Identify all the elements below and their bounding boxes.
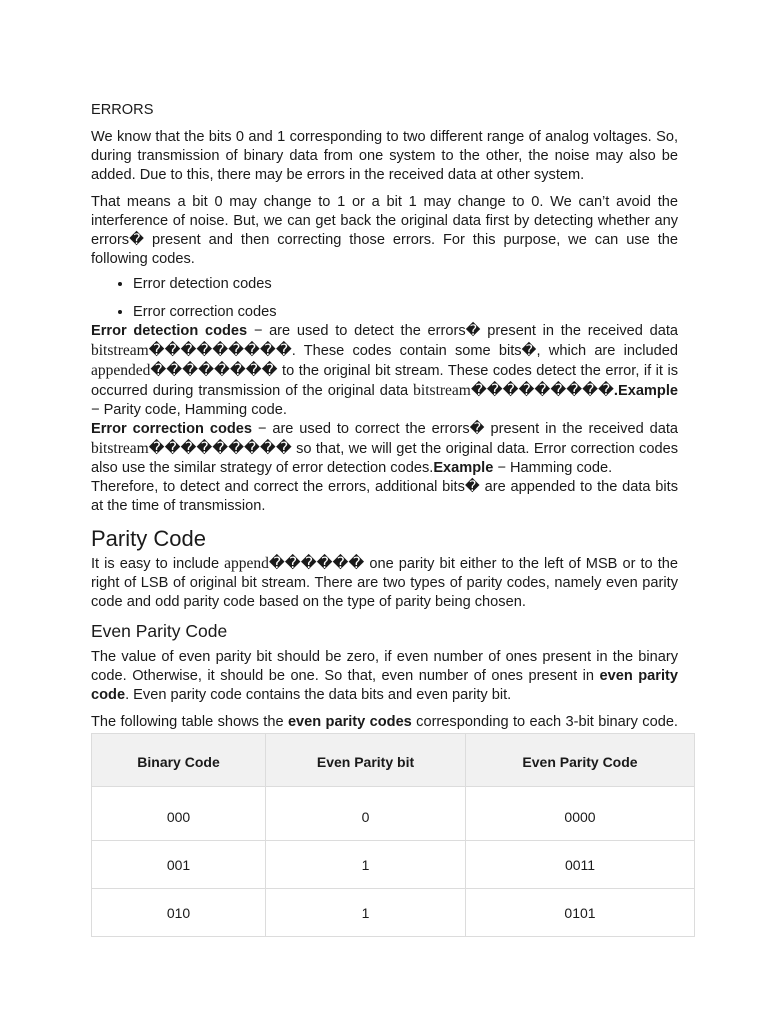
term-correction: Error correction codes	[91, 421, 253, 437]
list-item: • Error detection codes	[133, 275, 678, 294]
text-span: corresponding to each 3-bit binary code.	[416, 714, 678, 730]
header-even-parity-bit: Even Parity bit	[266, 734, 466, 787]
paragraph-therefore: Therefore, to detect and correct the errors, additional bits� are appended to the data bits at the time of transmission.	[91, 479, 678, 514]
serif-span: bitstream���������	[91, 440, 292, 457]
example-label: Example	[433, 460, 494, 476]
example-text: − Parity code, Hamming code.	[91, 402, 287, 418]
text-span: one parity bit either to the left of MSB or to the right of LSB of original bit stream. There are two types of parity codes, namely even parity code and odd parity code based on the type of parity being chosen.	[91, 556, 678, 610]
table-cell: 0	[266, 787, 466, 841]
heading-parity-code: Parity Code	[91, 526, 206, 551]
text-span: so that, we will get the original data. Error correction codes also use the similar strategy of error detection codes.	[91, 441, 678, 476]
table-cell: 1	[266, 889, 466, 937]
list-item: • Error correction codes	[133, 303, 678, 322]
table-cell: 1	[266, 841, 466, 889]
table-cell: 0011	[466, 841, 695, 889]
table-row	[92, 889, 695, 937]
header-even-parity-code: Even Parity Code	[466, 734, 695, 787]
text-span: − are used to correct the errors� present in the received data	[252, 421, 678, 437]
text-span: The following table shows the	[91, 714, 288, 730]
serif-span: bitstream���������	[91, 342, 292, 359]
text-span: to the original bit stream. These codes detect the error, if it is occurred during transmission of the original data	[91, 363, 678, 399]
bold-span: even parity code	[91, 668, 678, 703]
serif-span: appended��������	[91, 362, 278, 379]
paragraph-parity	[91, 554, 678, 612]
document-body	[91, 98, 678, 751]
text-span: . These codes contain some bits�, which are included	[291, 343, 678, 359]
table-cell: 0101	[466, 889, 695, 937]
paragraph-correction	[91, 420, 678, 478]
table-cell: 000	[92, 787, 266, 841]
table-cell: 010	[92, 889, 266, 937]
text-span: . Even parity code contains the data bits and even parity bit.	[125, 687, 512, 703]
bold-span: even parity codes	[287, 714, 412, 730]
paragraph-intro: We know that the bits 0 and 1 corresponding to two different range of analog voltages. So, during transmission of binary data from one system to the other, the noise may also be added. Due to this, there may be errors in the received data at other system.	[91, 129, 678, 183]
serif-span: append������	[224, 555, 365, 572]
paragraph-detection	[91, 322, 678, 420]
table-cell: 001	[92, 841, 266, 889]
table-header-row	[92, 734, 695, 787]
heading-even-parity-code: Even Parity Code	[91, 621, 228, 641]
paragraph-noise: That means a bit 0 may change to 1 or a bit 1 may change to 0. We can’t avoid the interference of noise. But, we can get back the original data first by detecting whether any errors� present and then correcting those errors. For this purpose, we can use the following codes.	[91, 194, 678, 267]
table-row	[92, 841, 695, 889]
paragraph-even-1	[91, 648, 678, 705]
text-span: .	[613, 383, 618, 399]
text-span: − are used to detect the errors� present in the received data	[247, 323, 678, 339]
text-span: The value of even parity bit should be zero, if even number of ones present in the binary code. Otherwise, it should be one. So that, even number of ones present in	[91, 649, 678, 684]
text-span: It is easy to include	[91, 556, 225, 572]
example-text: − Hamming code.	[493, 460, 613, 476]
even-parity-table	[91, 733, 695, 937]
header-binary-code: Binary Code	[92, 734, 266, 787]
table-cell: 0000	[466, 787, 695, 841]
serif-span: bitstream���������	[413, 382, 614, 399]
term-detection: Error detection codes	[91, 323, 248, 339]
example-label: Example	[617, 383, 678, 399]
code-types-list	[91, 275, 678, 322]
heading-errors: ERRORS	[91, 102, 154, 118]
table-row	[92, 787, 695, 841]
